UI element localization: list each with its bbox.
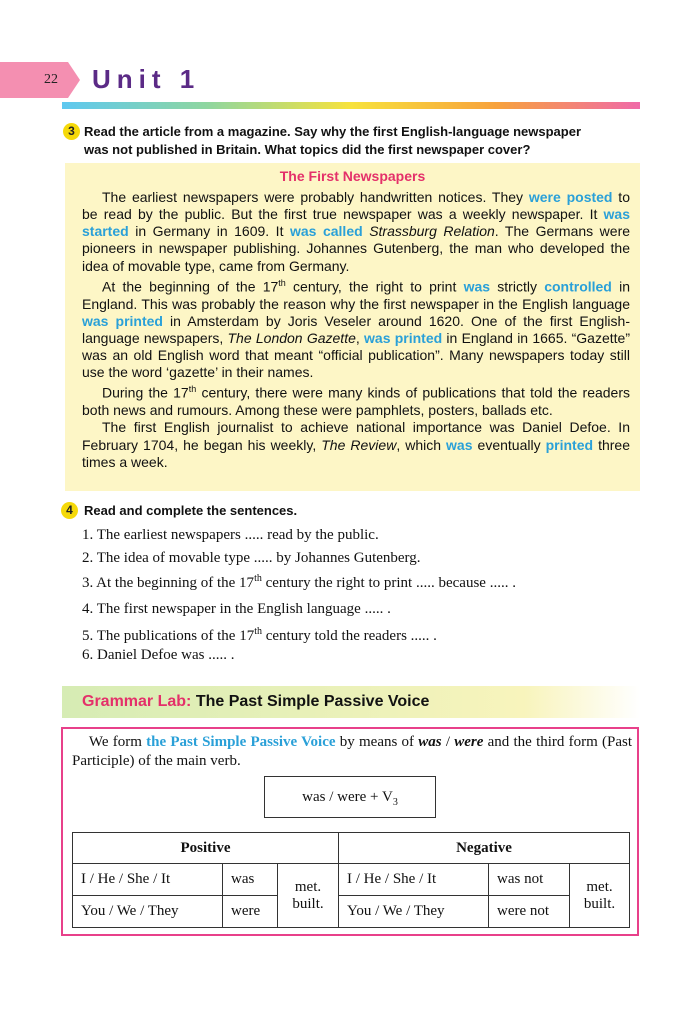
task-4-instruction: Read and complete the sentences. <box>84 503 298 518</box>
list-item: 5. The publications of the 17th century told the readers ..... . <box>82 626 437 644</box>
grammar-rule: We form the Past Simple Passive Voice by means of was / were and the third form (Past Participle) of the main verb. <box>72 734 633 769</box>
table-cell: I / He / She / It <box>73 864 223 896</box>
table-cell: met. built. <box>570 864 630 928</box>
table-cell: I / He / She / It <box>339 864 489 896</box>
task-3-number: 3 <box>63 123 80 140</box>
article-paragraph: At the beginning of the 17th century, the right to print was strictly controlled in England. This was probably the reason why the first newspaper in the English language was printed in Amsterdam by Joris Veseler around 1620. One of the first English-language newspapers, The London Gazette, was printed in England in 1665. “Gazette” was an old English word that meant “official publication”. Many newspapers today still use the word ‘gazette’ in their names. <box>82 277 630 381</box>
list-item: 6. Daniel Defoe was ..... . <box>82 647 235 663</box>
list-item: 1. The earliest newspapers ..... read by the public. <box>82 527 379 543</box>
article-paragraph: The earliest newspapers were probably handwritten notices. They were posted to be read by the public. But the first true newspaper was a weekly newspaper. It was started in Germany in 1609. It was called Strassburg Relation. The Germans were pioneers in newspaper publishing. Johannes Gutenberg, the man who developed the idea of movable type, came from Germany. <box>82 189 631 274</box>
table-header-positive: Positive <box>73 833 339 864</box>
rainbow-divider <box>62 102 640 109</box>
article-text <box>82 189 630 471</box>
page-number: 22 <box>44 72 58 87</box>
table-cell: was <box>223 864 278 896</box>
list-item: 3. At the beginning of the 17th century the right to print ..... because ..... . <box>82 573 516 591</box>
page-tab <box>0 62 80 98</box>
list-item: 4. The first newspaper in the English language ..... . <box>82 601 391 617</box>
sentence-list <box>82 524 642 667</box>
article-paragraph: The first English journalist to achieve national importance was Daniel Defoe. In February 1704, he began his weekly, The Review, which was eventually printed three times a week. <box>82 419 630 470</box>
table-cell: were not <box>489 896 570 928</box>
table-cell: were <box>223 896 278 928</box>
conjugation-table <box>72 832 630 928</box>
table-header-negative: Negative <box>339 833 630 864</box>
article-title: The First Newspapers <box>279 168 426 184</box>
table-cell: You / We / They <box>73 896 223 928</box>
formula-box: was / were + $V_3$ <box>264 776 436 818</box>
unit-title: Unit 1 <box>92 64 201 94</box>
grammar-lab-heading: Grammar Lab: The Past Simple Passive Voice <box>82 693 430 710</box>
article-paragraph: During the 17th century, there were many kinds of publications that told the readers both news and rumours. Among these were pamphlets, posters, ballads etc. <box>82 384 631 419</box>
table-cell: You / We / They <box>339 896 489 928</box>
list-item: 2. The idea of movable type ..... by Johannes Gutenberg. <box>82 550 421 566</box>
task-3-instruction: Read the article from a magazine. Say why the first English-language newspaper was not published in Britain. What topics did the first newspaper cover? <box>84 124 582 157</box>
table-cell: was not <box>489 864 570 896</box>
task-4-number: 4 <box>61 502 78 519</box>
table-cell: met. built. <box>278 864 339 928</box>
